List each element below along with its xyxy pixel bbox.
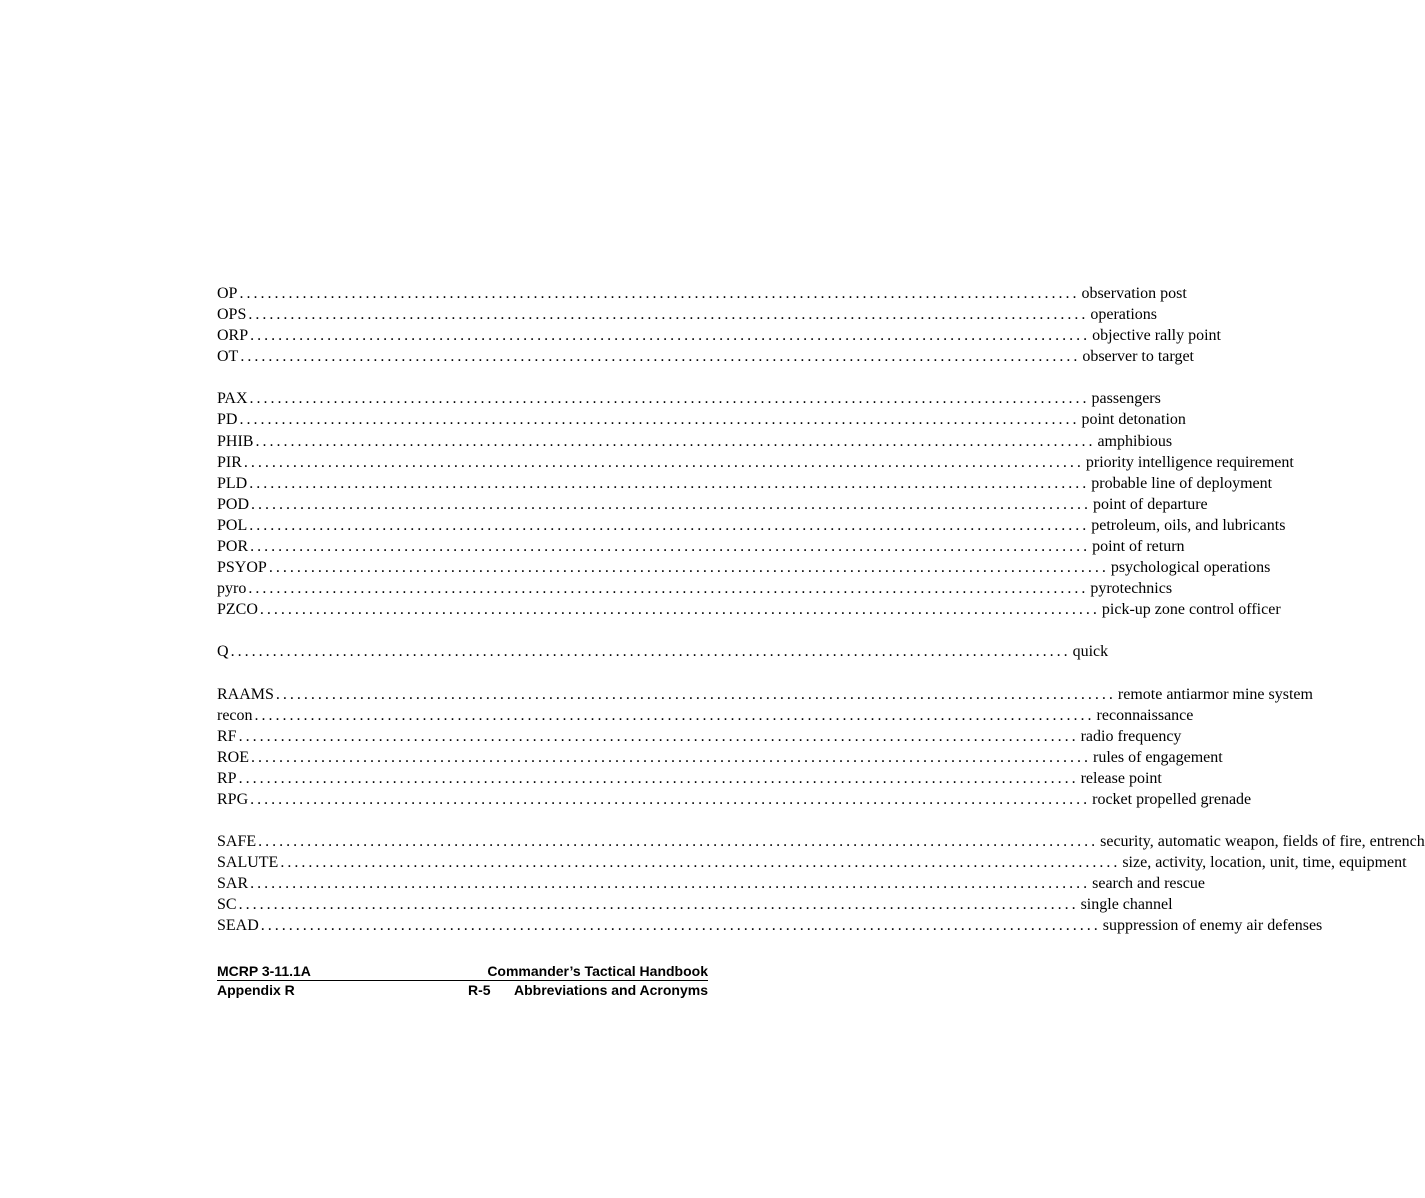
footer-top-row (217, 962, 708, 980)
abbreviation-list (217, 283, 1425, 937)
dot-leader: ........................................................................................................................ (254, 706, 1095, 724)
abbreviation-entry (217, 346, 1194, 367)
dot-leader: ........................................................................................................................ (243, 453, 1084, 471)
definition: rocket propelled grenade (1092, 790, 1252, 808)
dot-leader: ........................................................................................................................ (239, 285, 1080, 302)
dot-leader: ........................................................................................................................ (238, 896, 1079, 914)
abbreviation-entry (217, 684, 1313, 705)
abbreviation-entry (217, 915, 1323, 936)
definition: point detonation (1081, 411, 1186, 429)
dot-leader: ........................................................................................................................ (268, 559, 1109, 577)
abbreviation: POL (217, 516, 248, 534)
dot-leader: ........................................................................................................................ (280, 854, 1121, 872)
abbreviation-entry (217, 873, 1205, 894)
dot-leader: ........................................................................................................................ (239, 411, 1080, 429)
definition: probable line of deployment (1091, 474, 1273, 492)
abbreviation-entry (217, 388, 1161, 409)
abbreviation: PLD (217, 474, 248, 492)
definition: search and rescue (1092, 875, 1205, 893)
abbreviation-entry (217, 789, 1252, 810)
appendix-label: Appendix R (217, 982, 295, 998)
abbreviation: PAX (217, 390, 248, 408)
abbreviation-entry (217, 852, 1407, 873)
abbreviation-entry (217, 409, 1186, 430)
abbreviation: Q (217, 643, 229, 661)
group-spacer (217, 620, 708, 641)
abbreviation-entry (217, 557, 1271, 578)
dot-leader: ........................................................................................................................ (258, 833, 1099, 851)
dot-leader: ........................................................................................................................ (240, 348, 1081, 366)
definition: operations (1090, 306, 1158, 324)
abbreviation-entry (217, 431, 1173, 452)
abbreviation-entry (217, 304, 1158, 325)
page-number: R-5 (468, 982, 491, 998)
abbreviation: RP (217, 769, 237, 787)
definition: amphibious (1097, 432, 1173, 450)
abbreviation: PHIB (217, 432, 254, 450)
definition: single channel (1080, 896, 1173, 914)
abbreviation-entry (217, 705, 1194, 726)
dot-leader: ........................................................................................................................ (251, 748, 1091, 766)
abbreviation-entry (217, 515, 1286, 536)
definition: reconnaissance (1096, 706, 1194, 724)
abbreviation: OPS (217, 306, 247, 324)
abbreviation-entry (217, 494, 1208, 515)
abbreviation-entry (217, 452, 1294, 473)
abbreviation: SAFE (217, 833, 257, 851)
abbreviation-entry (217, 894, 1173, 915)
dot-leader: ........................................................................................................................ (260, 917, 1101, 935)
abbreviation-entry (217, 599, 1281, 620)
dot-leader: ........................................................................................................................ (248, 580, 1089, 598)
abbreviation: RF (217, 727, 237, 745)
abbreviation: POR (217, 538, 249, 556)
abbreviation-entry (217, 325, 1221, 346)
dot-leader: ........................................................................................................................ (248, 306, 1089, 324)
group-spacer (217, 810, 708, 831)
dot-leader: ........................................................................................................................ (250, 790, 1091, 808)
definition: objective rally point (1092, 327, 1221, 345)
doc-title: Commander’s Tactical Handbook (487, 963, 708, 979)
abbreviation: ROE (217, 748, 249, 766)
group-spacer (217, 367, 708, 388)
abbreviation: RPG (217, 790, 249, 808)
abbreviation-entry (217, 747, 1223, 768)
doc-number: MCRP 3-11.1A (217, 963, 311, 979)
definition: observation post (1081, 285, 1187, 302)
abbreviation: PIR (217, 453, 242, 471)
dot-leader: ........................................................................................................................ (275, 685, 1116, 703)
definition: size, activity, location, unit, time, equipment (1122, 854, 1407, 872)
definition: quick (1072, 643, 1109, 661)
dot-leader: ........................................................................................................................ (250, 327, 1091, 345)
definition: security, automatic weapon, fields of fire, entrench (1100, 833, 1425, 851)
definition: priority intelligence requirement (1085, 453, 1294, 471)
definition: psychological operations (1110, 559, 1271, 577)
abbreviation-entry (217, 283, 1187, 304)
dot-leader: ........................................................................................................................ (230, 643, 1071, 661)
dot-leader: ........................................................................................................................ (251, 495, 1092, 513)
dot-leader: ........................................................................................................................ (238, 769, 1079, 787)
abbreviation-entry (217, 536, 1185, 557)
abbreviation: PZCO (217, 601, 258, 619)
definition: passengers (1091, 390, 1161, 408)
definition: rules of engagement (1093, 748, 1223, 766)
section-title: Abbreviations and Acronyms (514, 982, 708, 998)
definition: remote antiarmor mine system (1117, 685, 1313, 703)
definition: release point (1080, 769, 1162, 787)
page-footer (217, 962, 708, 999)
abbreviation-entry (217, 726, 1182, 747)
definition: suppression of enemy air defenses (1102, 917, 1323, 935)
abbreviation: SAR (217, 875, 249, 893)
footer-bottom-row (217, 981, 708, 999)
dot-leader: ........................................................................................................................ (255, 432, 1096, 450)
abbreviation-entry (217, 473, 1273, 494)
definition: point of departure (1093, 495, 1208, 513)
abbreviation: OP (217, 285, 238, 302)
definition: point of return (1092, 538, 1185, 556)
dot-leader: ........................................................................................................................ (249, 474, 1090, 492)
definition: radio frequency (1080, 727, 1182, 745)
abbreviation-entry (217, 831, 1425, 852)
dot-leader: ........................................................................................................................ (238, 727, 1079, 745)
abbreviation: SEAD (217, 917, 259, 935)
abbreviation-entry (217, 641, 1109, 662)
definition: pyrotechnics (1090, 580, 1173, 598)
dot-leader: ........................................................................................................................ (249, 390, 1090, 408)
abbreviation: ORP (217, 327, 249, 345)
dot-leader: ........................................................................................................................ (250, 538, 1091, 556)
dot-leader: ........................................................................................................................ (259, 601, 1100, 619)
abbreviation: RAAMS (217, 685, 274, 703)
definition: petroleum, oils, and lubricants (1091, 516, 1286, 534)
abbreviation: OT (217, 348, 239, 366)
definition: pick-up zone control officer (1101, 601, 1281, 619)
abbreviation: PD (217, 411, 238, 429)
abbreviation: PSYOP (217, 559, 267, 577)
abbreviation-entry (217, 768, 1162, 789)
definition: observer to target (1082, 348, 1194, 366)
abbreviation: SC (217, 896, 237, 914)
abbreviation: pyro (217, 580, 247, 598)
abbreviation: SALUTE (217, 854, 279, 872)
group-spacer (217, 663, 708, 684)
dot-leader: ........................................................................................................................ (250, 875, 1091, 893)
abbreviation-entry (217, 578, 1173, 599)
abbreviation: POD (217, 495, 250, 513)
dot-leader: ........................................................................................................................ (249, 516, 1090, 534)
abbreviation: recon (217, 706, 253, 724)
